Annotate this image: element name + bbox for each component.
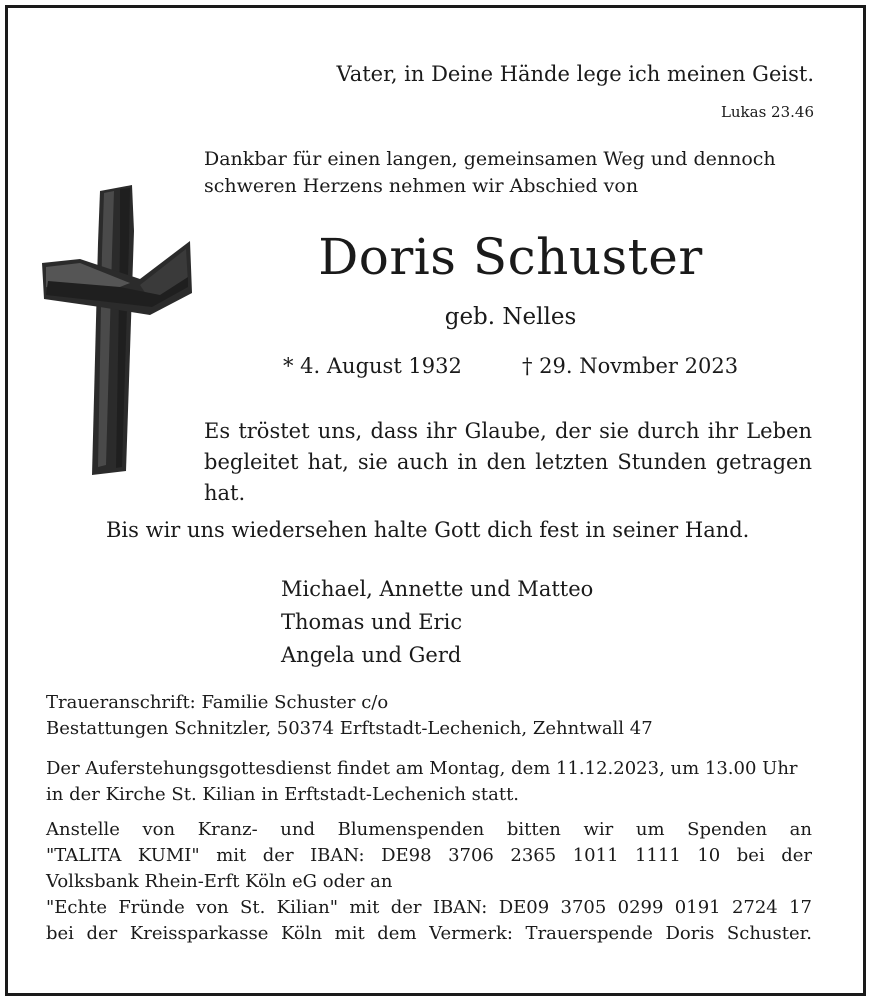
comfort-text [204,416,812,509]
family-member-line: Michael, Annette und Matteo [281,577,594,601]
service-line: in der Kirche St. Kilian in Erftstadt-Lechenich statt. [46,784,520,805]
service-notice [46,756,812,808]
intro-text [204,146,776,200]
family-signatures [281,573,593,672]
donation-line: Volksbank Rhein-Erft Köln eG oder an [46,871,393,892]
service-line: Der Auferstehungsgottesdienst findet am Montag, dem 11.12.2023, um 13.00 Uhr [46,758,798,779]
faith-line: Bis wir uns wiedersehen halte Gott dich fest in seiner Hand. [106,518,750,542]
donation-line: Anstelle von Kranz- und Blumenspenden bitten wir um Spenden an [46,819,812,840]
maiden-name: geb. Nelles [444,304,577,330]
donation-notice [46,817,812,947]
intro-line: schweren Herzens nehmen wir Abschied von [204,175,639,197]
bible-verse-reference: Lukas 23.46 [720,103,814,121]
family-member-line: Thomas und Eric [281,610,463,634]
death-date: † 29. Novmber 2023 [522,354,739,378]
donation-line: bei der Kreissparkasse Köln mit dem Vermerk: Trauerspende Doris Schuster. [46,923,812,944]
intro-line: Dankbar für einen langen, gemeinsamen Weg und dennoch [204,148,776,170]
mourning-address [46,690,812,742]
birth-date: * 4. August 1932 [283,354,462,378]
donation-line: "TALITA KUMI" mit der IBAN: DE98 3706 2365 1011 1111 10 bei der [46,845,812,866]
address-line: Bestattungen Schnitzler, 50374 Erftstadt-Lechenich, Zehntwall 47 [46,718,653,739]
family-member-line: Angela und Gerd [281,643,462,667]
bible-verse: Vater, in Deine Hände lege ich meinen Geist. [336,62,814,86]
address-line: Traueranschrift: Familie Schuster c/o [46,692,389,713]
comfort-line: begleitet hat, sie auch in den letzten Stunden getragen hat. [204,450,812,505]
deceased-name: Doris Schuster [318,228,703,286]
donation-line: "Echte Fründe von St. Kilian" mit der IBAN: DE09 3705 0299 0191 2724 17 [46,897,812,918]
comfort-line: Es tröstet uns, dass ihr Glaube, der sie durch ihr Leben [204,419,812,443]
